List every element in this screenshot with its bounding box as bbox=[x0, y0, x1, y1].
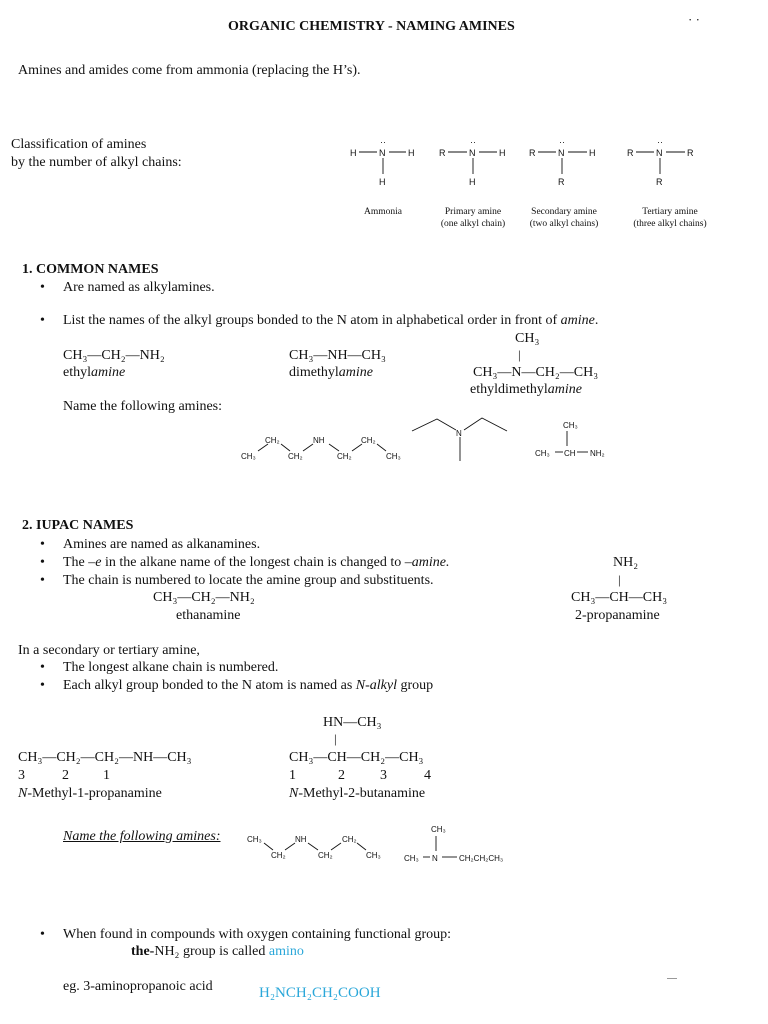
atom-label: R bbox=[439, 148, 446, 158]
atom-label: N bbox=[432, 854, 438, 863]
atom-label: N bbox=[469, 148, 476, 158]
chain-number: 3 bbox=[380, 768, 387, 783]
example-ethyldimethylamine-formula: CH₃—N—CH₂—CH₃ bbox=[473, 365, 599, 380]
classification-line-2: by the number of alkyl chains: bbox=[11, 155, 182, 170]
example-propanamine-secondary-formula: CH₃—CH₂—CH₂—NH—CH₃ bbox=[18, 750, 192, 765]
atom-label: CH₃ bbox=[535, 449, 550, 458]
atom-label: R bbox=[627, 148, 634, 158]
example-dimethylamine-formula: CH₃—NH—CH₃ bbox=[289, 348, 386, 363]
atom-label: CH₂ bbox=[337, 452, 352, 461]
section-1-heading: 1. COMMON NAMES bbox=[22, 262, 159, 277]
atom-label: CH₂ bbox=[318, 851, 333, 860]
label-tertiary-amine: Tertiary amine (three alkyl chains) bbox=[633, 207, 707, 229]
example-ethyldimethylamine-name: ethyldimethylamine bbox=[470, 382, 582, 397]
example-butanamine-bond: | bbox=[334, 731, 337, 746]
bond bbox=[285, 843, 295, 850]
bond bbox=[357, 843, 366, 850]
atom-label: N bbox=[456, 429, 462, 438]
atom-label: CH₃ bbox=[386, 452, 401, 461]
atom-label: NH bbox=[295, 835, 307, 844]
example-ethanamine-name: ethanamine bbox=[176, 608, 241, 623]
example-butanamine-top: HN—CH₃ bbox=[323, 715, 382, 730]
s1-exercise-prompt: Name the following amines: bbox=[63, 399, 223, 414]
label-secondary-amine: Secondary amine (two alkyl chains) bbox=[529, 207, 599, 229]
atom-label: CH₃ bbox=[563, 421, 578, 430]
chain-number: 2 bbox=[62, 768, 69, 783]
atom-label: R bbox=[656, 177, 663, 187]
atom-label: R bbox=[529, 148, 536, 158]
chain-number: 4 bbox=[424, 768, 431, 783]
atom-label: CH₃ bbox=[431, 825, 446, 834]
lone-pair: ·· bbox=[559, 137, 565, 147]
example-propanamine-secondary-name: N-Methyl-1-propanamine bbox=[18, 786, 162, 801]
example-ethyldimethylamine-top: CH₃ bbox=[515, 331, 540, 346]
atom-label: R bbox=[687, 148, 694, 158]
label-primary-amine: Primary amine (one alkyl chain) bbox=[440, 207, 506, 229]
oxygen-bullet: • When found in compounds with oxygen containing functional group: bbox=[63, 927, 451, 943]
example-propanamine-name: 2-propanamine bbox=[575, 608, 660, 623]
example-ethyldimethylamine-bond: | bbox=[518, 347, 521, 362]
lone-pair: ·· bbox=[380, 137, 386, 147]
s2-sub-bullet-1: • The longest alkane chain is numbered. bbox=[63, 660, 278, 676]
example-ethylamine-name: ethylamine bbox=[63, 365, 126, 380]
atom-label: R bbox=[558, 177, 565, 187]
intro-text: Amines and amides come from ammonia (replacing the H’s). bbox=[18, 63, 361, 78]
s2-sub-bullet-2: • Each alkyl group bonded to the N atom is named as N-alkyl group bbox=[63, 678, 433, 694]
secondary-tertiary-intro: In a secondary or tertiary amine, bbox=[18, 643, 200, 658]
atom-label: CH₃ bbox=[247, 835, 262, 844]
lone-pair: ·· bbox=[470, 137, 476, 147]
atom-label: H bbox=[589, 148, 596, 158]
s1-bullet-1: • Are named as alkylamines. bbox=[63, 280, 215, 296]
atom-label: H bbox=[469, 177, 476, 187]
stray-mark bbox=[667, 978, 677, 979]
atom-label: N bbox=[558, 148, 565, 158]
atom-label: CH₂ bbox=[342, 835, 357, 844]
atom-label: CH₃ bbox=[366, 851, 381, 860]
atom-label: H bbox=[350, 148, 357, 158]
amino-note: the-NH₂ group is called amino bbox=[131, 944, 304, 959]
atom-label: H bbox=[379, 177, 386, 187]
atom-label: NH bbox=[313, 436, 325, 445]
chain-number: 3 bbox=[18, 768, 25, 783]
example-propanamine-top: NH₂ bbox=[613, 555, 639, 570]
s2-bullet-2: • The –e in the alkane name of the longest chain is changed to –amine. bbox=[63, 555, 449, 571]
atom-label: NH₂ bbox=[590, 449, 605, 458]
chain-number: 2 bbox=[338, 768, 345, 783]
example-butanamine-formula: CH₃—CH—CH₂—CH₃ bbox=[289, 750, 424, 765]
atom-label: N bbox=[379, 148, 386, 158]
example-aminopropanoic-label: eg. 3-aminopropanoic acid bbox=[63, 979, 213, 994]
atom-label: CH₃ bbox=[241, 452, 256, 461]
atom-label: H bbox=[499, 148, 506, 158]
atom-label: CH₂CH₂CH₃ bbox=[459, 854, 504, 863]
atom-label: H bbox=[408, 148, 415, 158]
example-ethylamine-formula: CH₃—CH₂—NH₂ bbox=[63, 348, 165, 363]
s2-bullet-3: • The chain is numbered to locate the amine group and substituents. bbox=[63, 573, 434, 589]
section-2-heading: 2. IUPAC NAMES bbox=[22, 518, 134, 533]
s1-bullet-2: • List the names of the alkyl groups bonded to the N atom in alphabetical order in front of amine. bbox=[63, 313, 598, 329]
chain-number: 1 bbox=[289, 768, 296, 783]
s2-exercise-prompt: Name the following amines: bbox=[63, 829, 221, 844]
s2-bullet-1: • Amines are named as alkanamines. bbox=[63, 537, 260, 553]
example-propanamine-bond: | bbox=[618, 572, 621, 587]
atom-label: CH bbox=[564, 449, 576, 458]
bond bbox=[264, 843, 273, 850]
label-ammonia: Ammonia bbox=[364, 207, 402, 217]
atom-label: CH₂ bbox=[361, 436, 376, 445]
example-butanamine-name: N-Methyl-2-butanamine bbox=[289, 786, 426, 801]
atom-label: CH₂ bbox=[265, 436, 280, 445]
corner-mark: · · bbox=[688, 12, 700, 27]
example-ethanamine-formula: CH₃—CH₂—NH₂ bbox=[153, 590, 255, 605]
chain-number: 1 bbox=[103, 768, 110, 783]
example-dimethylamine-name: dimethylamine bbox=[289, 365, 373, 380]
page-title: ORGANIC CHEMISTRY - NAMING AMINES bbox=[228, 19, 515, 34]
atom-label: CH₂ bbox=[288, 452, 303, 461]
example-propanamine-formula: CH₃—CH—CH₃ bbox=[571, 590, 668, 605]
atom-label: CH₃ bbox=[404, 854, 419, 863]
classification-line-1: Classification of amines bbox=[11, 137, 147, 152]
example-aminopropanoic-formula: H₂NCH₂CH₂COOH bbox=[259, 985, 381, 1001]
atom-label: N bbox=[656, 148, 663, 158]
atom-label: CH₂ bbox=[271, 851, 286, 860]
lone-pair: ·· bbox=[657, 137, 663, 147]
bond bbox=[331, 843, 341, 850]
bond bbox=[308, 843, 318, 850]
